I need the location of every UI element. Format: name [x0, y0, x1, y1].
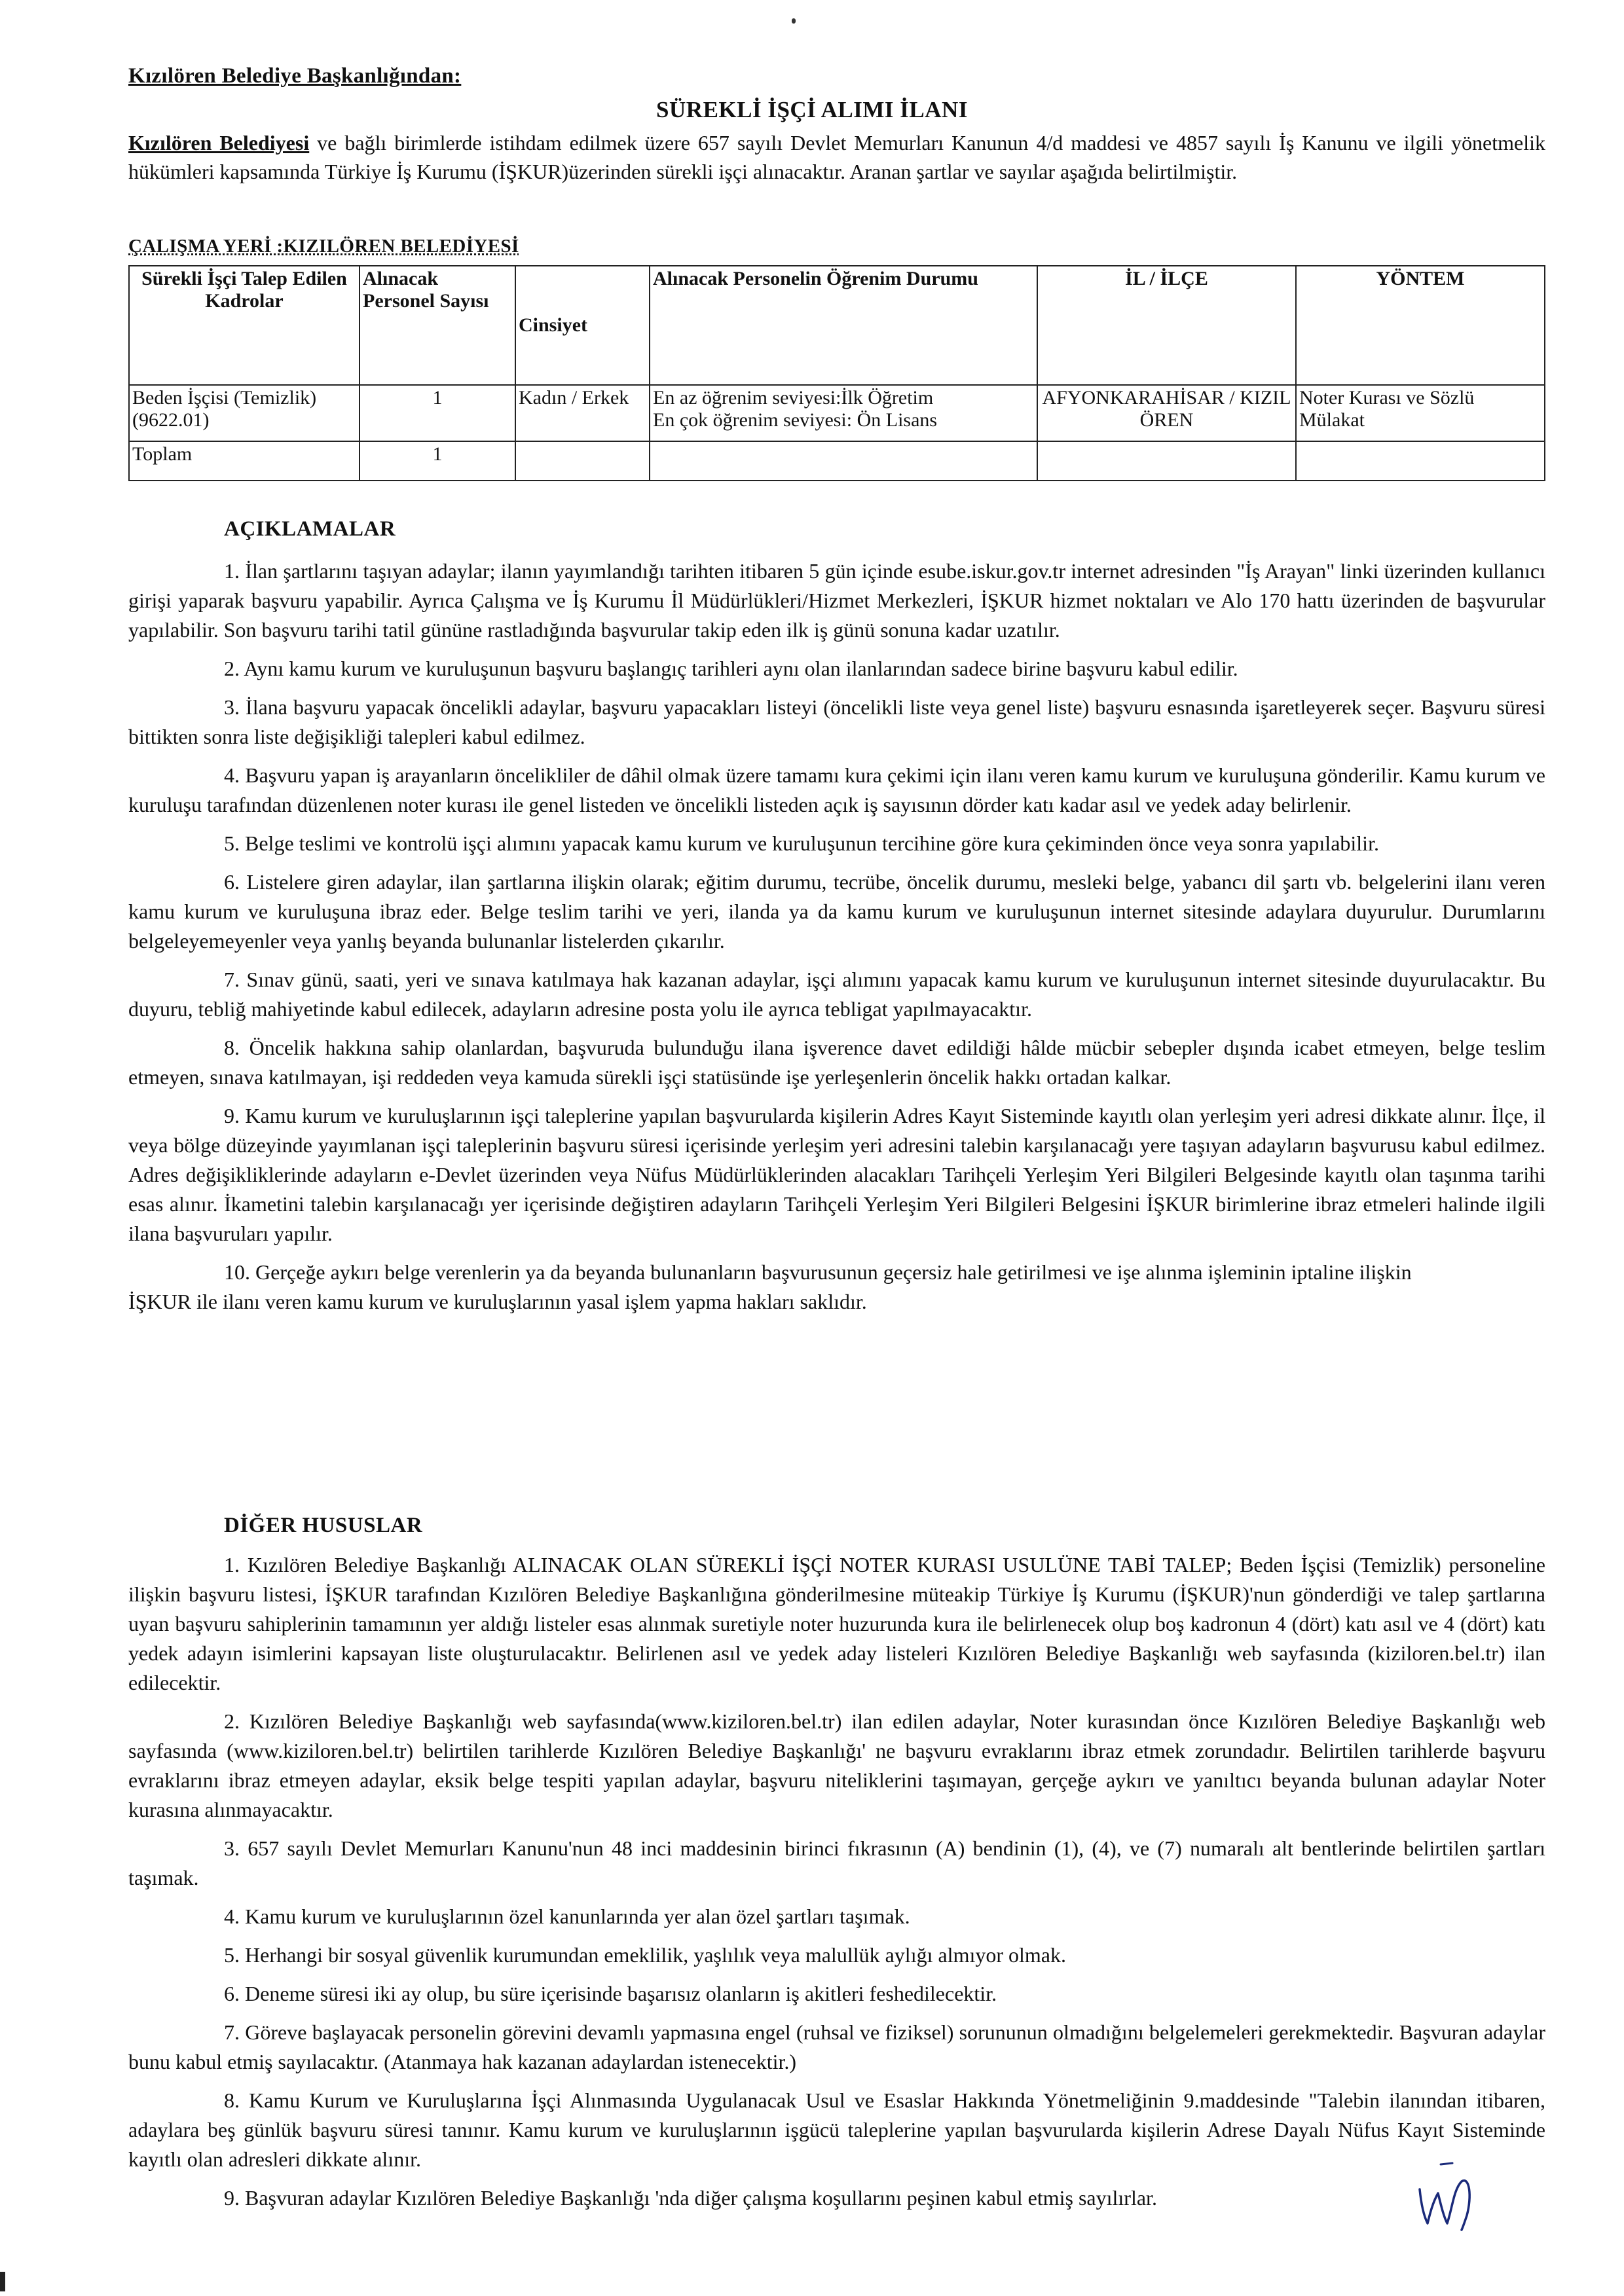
- job-table: [128, 265, 1545, 481]
- aciklamalar-list: [128, 556, 1545, 1326]
- diger-list: [128, 1550, 1545, 2222]
- workplace-label: ÇALIŞMA YERİ :KIZILÖREN BELEDİYESİ: [128, 236, 519, 257]
- list-item: 3. İlana başvuru yapacak öncelikli adaylar, başvuru yapacakları listeyi (öncelikli liste veya genel liste) başvuru esnasında işaretleyerek seçer. Başvuru süresi bittikten sonra liste değişikliği talepleri kabul edilmez.: [128, 695, 1545, 748]
- cell-ogrenim-max: En çok öğrenim seviyesi: Ön Lisans: [653, 409, 938, 431]
- list-item: 6. Deneme süresi iki ay olup, bu süre içerisinde başarısız olanların iş akitleri feshedilecektir.: [224, 1982, 997, 2005]
- list-item-continuation: İŞKUR ile ilanı veren kamu kurum ve kuruluşlarının yasal işlem yapma hakları saklıdır.: [128, 1290, 867, 1313]
- cell-il: AFYONKARAHİSAR / KIZILÖREN: [1037, 385, 1296, 441]
- col-header-yontem: YÖNTEM: [1296, 266, 1545, 385]
- issuer-heading: Kızılören Belediye Başkanlığından:: [128, 64, 462, 88]
- list-item: 10. Gerçeğe aykırı belge verenlerin ya da beyanda bulunanların başvurusunun geçersiz hale getirilmesi ve işe alınma işleminin iptaline ilişkin: [224, 1260, 1412, 1284]
- announcement-title: SÜREKLİ İŞÇİ ALIMI İLANI: [656, 97, 968, 122]
- list-item: 6. Listelere giren adaylar, ilan şartlarına ilişkin olarak; eğitim durumu, tecrübe, öncelik durumu, mesleki belge, yabancı dil şartı vb. belgelerini ilanı veren kamu kurum ve kuruluşuna ibraz eder. Belge teslim tarihi ve yeri, ilanda ya da kamu kurum ve kuruluşunun internet sitesinde adaylara duyurulur. Durumlarını belgeleyemeyenler veya yanlış beyanda bulunanlar listelerden çıkarılır.: [128, 870, 1545, 953]
- signature-mark: [1414, 2150, 1486, 2235]
- list-item: 4. Başvuru yapan iş arayanların öncelikliler de dâhil olmak üzere tamamı kura çekimi için ilanı veren kamu kurum ve kuruluşuna gönderilir. Kamu kurum ve kuruluşu tarafından düzenlenen noter kurası ile genel listeden ve öncelikli listeden açık iş sayısının dörder katı kadar asıl ve yedek aday belirlenir.: [128, 763, 1545, 816]
- list-item: 8. Kamu Kurum ve Kuruluşlarına İşçi Alınmasında Uygulanacak Usul ve Esaslar Hakkında Yönetmeliğinin 9.maddesinde "Talebin ilanından itibaren, adaylara beş günlük başvuru süresi tanınır. Kamu kurum ve kuruluşlarının işgücü taleplerine yapılan başvurularda kişilerin Adrese Dayalı Nüfus Kayıt Sisteminde kayıtlı olan adresleri dikkate alınır.: [128, 2088, 1545, 2171]
- col-header-kadro: Sürekli İşçi Talep Edilen Kadrolar: [129, 266, 360, 385]
- cell-ogrenim-min: En az öğrenim seviyesi:İlk Öğretim: [653, 387, 934, 409]
- list-item: 9. Başvuran adaylar Kızılören Belediye Başkanlığı 'nda diğer çalışma koşullarını peşinen kabul etmiş sayılırlar.: [224, 2186, 1157, 2210]
- cell-total-value: 1: [360, 441, 515, 481]
- col-header-ogrenim: Alınacak Personelin Öğrenim Durumu: [650, 266, 1037, 385]
- scan-edge-mark: [0, 2272, 5, 2291]
- intro-paragraph: [128, 128, 1545, 186]
- list-item: 7. Sınav günü, saati, yeri ve sınava katılmaya hak kazanan adaylar, işçi alımını yapacak kamu kurum ve kuruluşunun internet sitesinde duyurulacaktır. Bu duyuru, tebliğ mahiyetinde kabul edilecek, adayların adresine posta yolu ile ayrıca tebligat yapılmayacaktır.: [128, 968, 1545, 1021]
- table-header-row: [129, 266, 1545, 385]
- table-row: [129, 385, 1545, 441]
- list-item: 1. İlan şartlarını taşıyan adaylar; ilanın yayımlandığı tarihten itibaren 5 gün içinde esube.iskur.gov.tr internet adresinden "İş Arayan" linki üzerinden kullanıcı girişi yaparak başvuru yapabilir. Ayrıca Çalışma ve İş Kurumu İl Müdürlükleri/Hizmet Merkezleri, İŞKUR hizmet noktaları ve Alo 170 hattı üzerinden de başvurular yapılabilir. Son başvuru tarihi tatil gününe rastladığında başvurular takip eden ilk iş günü sonuna kadar uzatılır.: [128, 559, 1545, 642]
- cell-cinsiyet: Kadın / Erkek: [515, 385, 650, 441]
- cell-sayi: 1: [360, 385, 515, 441]
- list-item: 2. Kızılören Belediye Başkanlığı web sayfasında(www.kiziloren.bel.tr) ilan edilen adaylar, Noter kurasından önce Kızılören Belediye Başkanlığı web sayfasında (www.kiziloren.bel.tr) belirtilen tarihlerde Kızılören Belediye Başkanlığı' ne başvuru evraklarını ibraz etmek zorundadır. Belirtilen tarihlerde başvuru evraklarını ibraz etmeyen adaylar, eksik belge tespiti yapılan adaylar, başvuru niteliklerini taşımayan, gerçeğe aykırı ve yanıltıcı beyanda bulunan adaylar Noter kurasına alınmayacaktır.: [128, 1709, 1545, 1821]
- list-item: 1. Kızılören Belediye Başkanlığı ALINACAK OLAN SÜREKLİ İŞÇİ NOTER KURASI USULÜNE TABİ TALEP; Beden İşçisi (Temizlik) personeline ilişkin başvuru listesi, İŞKUR tarafından Kızılören Belediye Başkanlığına gönderilmesine müteakip Türkiye İş Kurumu (İŞKUR)'nun gönderdiği ve talep şartlarına uyan başvuru sahiplerinin tamamının yer aldığı listeler esas alınmak suretiyle noter huzurunda kura ile belirlenecek olup boş kadronun 4 (dört) katı asıl ve 4 (dört) katı yedek adayın isimlerini kapsayan liste oluşturulacaktır. Belirlenen asıl ve yedek aday listeleri Kızılören Belediye Başkanlığı web sayfasında (kiziloren.bel.tr) ilan edilecektir.: [128, 1553, 1545, 1694]
- intro-text: ve bağlı birimlerde istihdam edilmek üzere 657 sayılı Devlet Memurları Kanunun 4/d maddesi ve 4857 sayılı İş Kanunu ve ilgili yönetmelik hükümleri kapsamında Türkiye İş Kurumu (İŞKUR)üzerinden sürekli işçi alınacaktır. Aranan şartlar ve sayılar aşağıda belirtilmiştir.: [128, 131, 1546, 183]
- cell-yontem: Noter Kurası ve Sözlü Mülakat: [1296, 385, 1545, 441]
- list-item: 9. Kamu kurum ve kuruluşlarının işçi taleplerine yapılan başvurularda kişilerin Adres Kayıt Sisteminde kayıtlı olan yerleşim yeri adresi dikkate alınır. İlçe, il veya bölge düzeyinde yayımlanan işçi taleplerinin başvuru süresi içerisinde yerleşim yeri adresini talebin karşılanacağı yere taşıyan adayların başvurusu kabul edilmez. Adres değişikliklerinde adayların e-Devlet üzerinden veya Nüfus Müdürlüklerinden alacakları Tarihçeli Yerleşim Yeri Bilgileri Belgesinde kayıtlı olan taşınma tarihi esas alınır. İkametini talebin karşılanacağı yer içerisinde değiştiren adayların Tarihçeli Yerleşim Yeri Bilgileri Belgesini İŞKUR birimlerine ibraz etmeleri halinde ilgili ilana başvuruları yapılır.: [128, 1104, 1545, 1245]
- list-item: 8. Öncelik hakkına sahip olanlardan, başvuruda bulunduğu ilana işverence davet edildiği hâlde mücbir sebepler dışında icabet etmeyen, belge teslim etmeyen, sınava katılmayan, işi reddeden veya kamuda sürekli işçi statüsünde işe yerleşenlerin öncelik hakkı ortadan kalkar.: [128, 1036, 1545, 1089]
- list-item: 2. Aynı kamu kurum ve kuruluşunun başvuru başlangıç tarihleri aynı olan ilanlarından sadece birine başvuru kabul edilir.: [224, 657, 1238, 680]
- section-title-aciklamalar: AÇIKLAMALAR: [224, 517, 396, 541]
- col-header-il: İL / İLÇE: [1037, 266, 1296, 385]
- col-header-sayi: Alınacak Personel Sayısı: [360, 266, 515, 385]
- table-total-row: [129, 441, 1545, 481]
- col-header-cinsiyet: Cinsiyet: [515, 266, 650, 385]
- section-title-diger: DİĞER HUSUSLAR: [224, 1514, 423, 1537]
- cell-total-label: Toplam: [129, 441, 360, 481]
- intro-org: Kızılören Belediyesi: [128, 131, 310, 155]
- list-item: 3. 657 sayılı Devlet Memurları Kanunu'nun 48 inci maddesinin birinci fıkrasının (A) bendinin (1), (4), ve (7) numaralı alt bentlerinde belirtilen şartları taşımak.: [128, 1836, 1545, 1889]
- cell-kadro: Beden İşçisi (Temizlik) (9622.01): [129, 385, 360, 441]
- list-item: 4. Kamu kurum ve kuruluşlarının özel kanunlarında yer alan özel şartları taşımak.: [224, 1904, 910, 1928]
- list-item: 5. Belge teslimi ve kontrolü işçi alımını yapacak kamu kurum ve kuruluşunun tercihine göre kura çekiminden önce veya sonra yapılabilir.: [224, 831, 1379, 855]
- list-item: 5. Herhangi bir sosyal güvenlik kurumundan emeklilik, yaşlılık veya malullük aylığı almıyor olmak.: [224, 1943, 1066, 1967]
- cell-ogrenim: [650, 385, 1037, 441]
- scan-speck: [792, 18, 796, 24]
- list-item: 7. Göreve başlayacak personelin görevini devamlı yapmasına engel (ruhsal ve fiziksel) sorununun olmadığını belgelemeleri gerekmektedir. Başvuran adaylar bunu kabul etmiş sayılacaktır. (Atanmaya hak kazanan adaylardan istenecektir.): [128, 2020, 1545, 2073]
